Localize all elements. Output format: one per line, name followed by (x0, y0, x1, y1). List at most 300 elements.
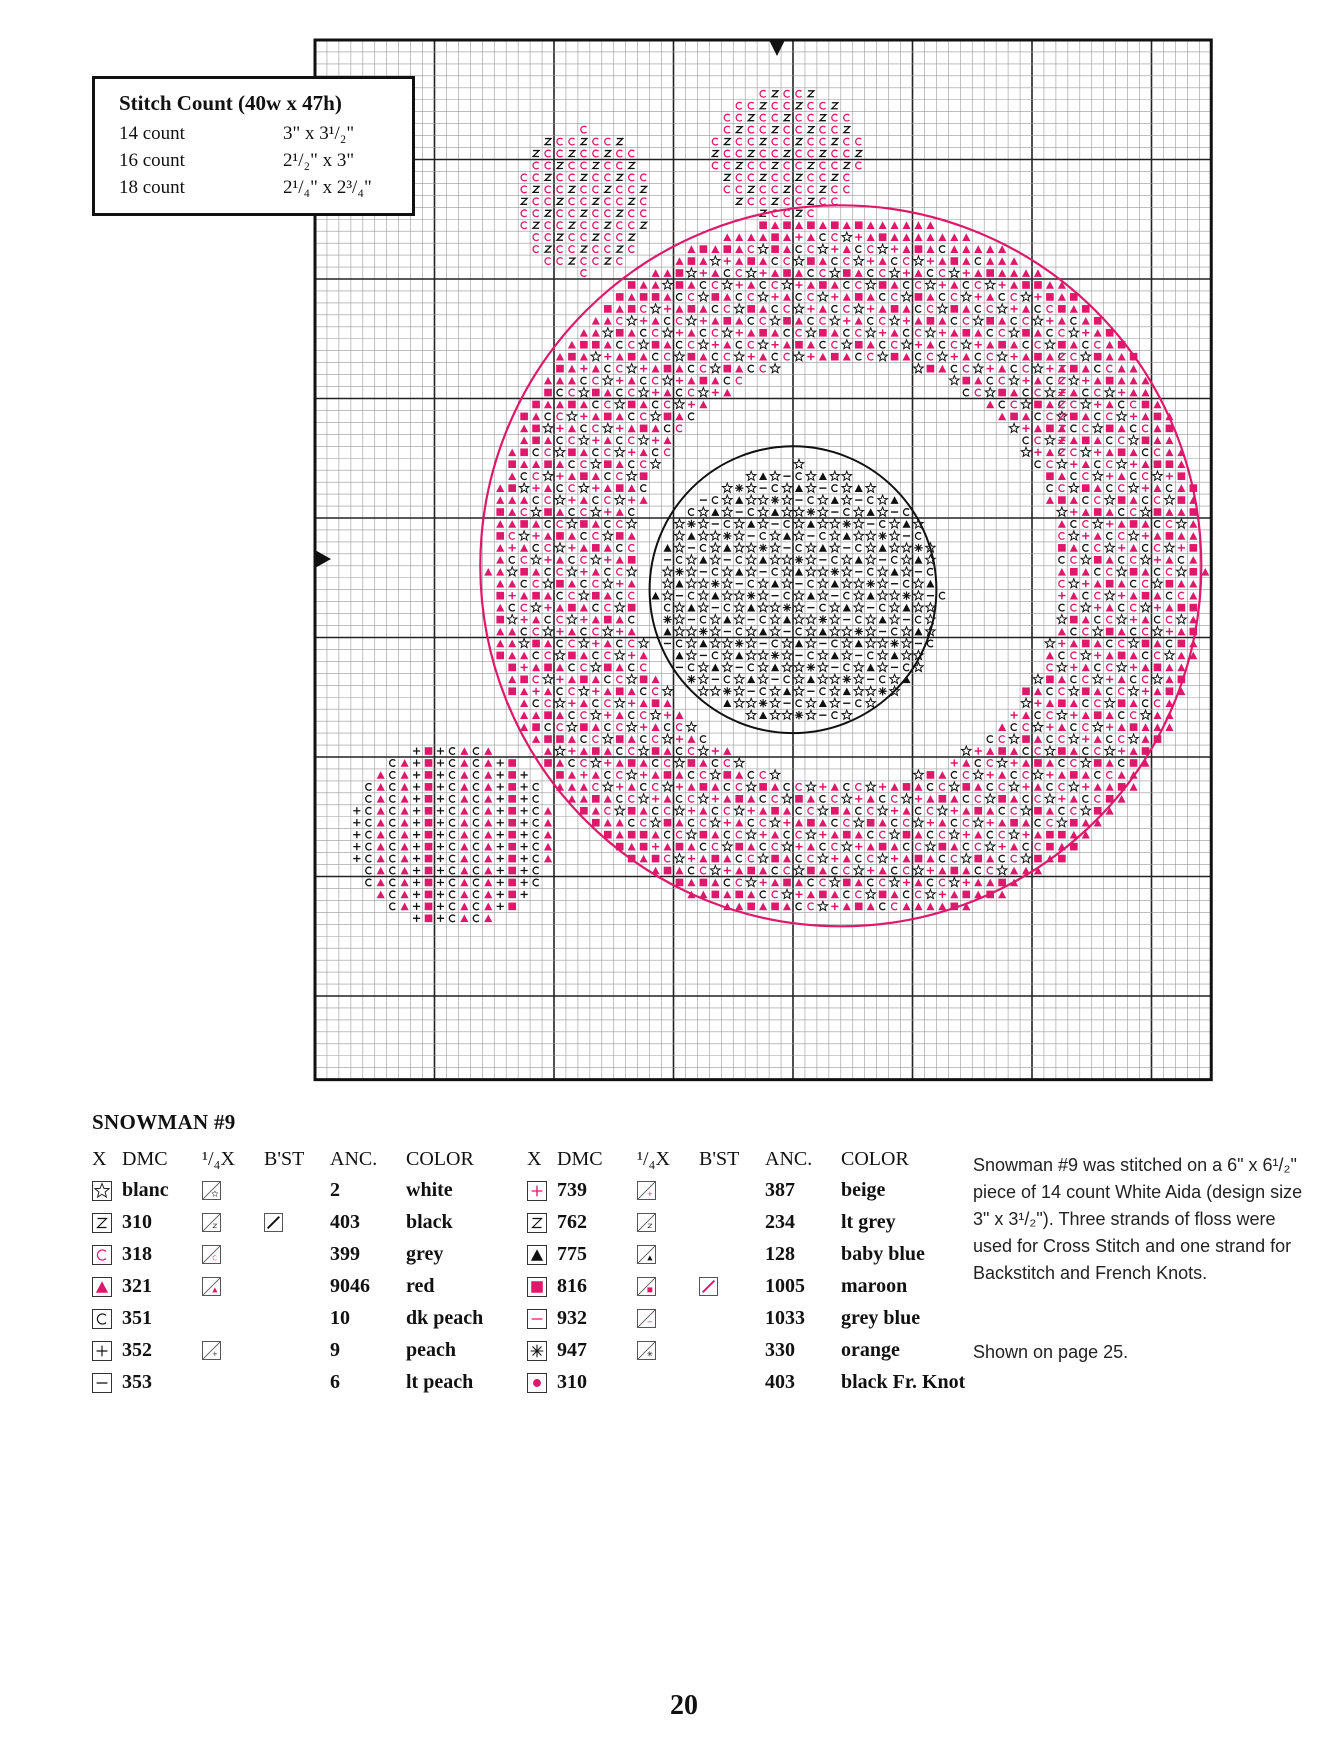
stitch-cell (473, 772, 479, 779)
stitch-cell (819, 544, 827, 552)
stitch-cell (568, 747, 575, 754)
stitch-cell (508, 484, 516, 492)
stitch-cell (831, 568, 839, 576)
stitch-cell (605, 222, 611, 228)
key-header (527, 1144, 991, 1174)
stitch-cell (521, 831, 528, 838)
stitch-cell (1142, 401, 1150, 409)
stitch-cell (735, 795, 743, 803)
stitch-cell (939, 270, 945, 277)
stitch-cell (902, 591, 910, 599)
stitch-cell (891, 496, 899, 504)
stitch-cell (652, 795, 659, 802)
stitch-cell (784, 329, 790, 336)
stitch-cell (1094, 580, 1102, 588)
stitch-cell (772, 138, 778, 145)
stitch-cell (377, 855, 385, 863)
stitch-cell (1095, 413, 1101, 420)
stitch-cell (557, 246, 563, 253)
stitch-cell (675, 627, 685, 636)
stitch-cell (927, 784, 933, 791)
stitch-cell (914, 603, 924, 612)
stitch-cell (997, 304, 1007, 313)
stitch-cell (748, 317, 754, 324)
dmc-number: blanc (122, 1178, 169, 1201)
stitch-cell (521, 604, 527, 611)
stitch-cell (903, 580, 909, 587)
stitch-cell (1010, 389, 1018, 397)
stitch-cell (902, 627, 912, 636)
stitch-cell (794, 256, 804, 265)
stitch-cell (818, 591, 828, 600)
stitch-cell (520, 544, 528, 552)
stitch-cell (628, 831, 636, 839)
stitch-cell (580, 676, 588, 684)
stitch-cell (1130, 568, 1138, 576)
stitch-cell (1071, 449, 1077, 456)
stitch-cell (963, 831, 970, 838)
stitch-cell (808, 162, 814, 168)
stitch-cell (699, 257, 707, 265)
stitch-cell (1153, 532, 1161, 540)
stitch-cell (1094, 783, 1102, 791)
stitch-cell (676, 748, 682, 755)
stitch-cell (951, 759, 958, 766)
stitch-cell (771, 245, 779, 253)
stitch-cell (401, 879, 409, 887)
stitch-cell (1106, 724, 1113, 731)
stitch-cell (760, 616, 766, 623)
stitching-note: Snowman #9 was stitched on a 6" x 6¹/₂" piece of 14 count White Aida (design size 3" x 3¹/₂"). Three strands of floss were used for Cross Stitch and one strand for Backstitch and French Knots. (973, 1155, 1303, 1283)
stitch-cell (939, 281, 946, 288)
stitch-cell (1177, 508, 1185, 516)
stitch-cell (579, 638, 589, 647)
stitch-cell (736, 831, 742, 838)
stitch-cell (663, 328, 673, 337)
stitch-cell (652, 437, 659, 444)
stitch-cell (1069, 483, 1079, 492)
stitch-cell (975, 282, 981, 289)
stitch-cell (807, 353, 814, 360)
stitch-cell (1130, 461, 1137, 468)
stitch-cell (569, 222, 575, 228)
stitch-cell (760, 891, 766, 898)
stitch-cell (605, 138, 611, 145)
stitch-cell (854, 507, 864, 516)
stitch-cell (736, 329, 743, 336)
stitch-cell (617, 162, 623, 169)
stitch-cell (724, 150, 730, 157)
stitch-cell (497, 867, 504, 874)
stitch-cell (639, 638, 649, 647)
stitch-cell (1022, 711, 1030, 719)
stitch-cell (1021, 447, 1031, 456)
stitch-count-row (119, 174, 412, 201)
stitch-cell (903, 664, 909, 671)
stitch-cell (1105, 591, 1115, 600)
stitch-cell (663, 293, 671, 301)
stitch-cell (963, 819, 969, 826)
stitch-cell (1154, 568, 1160, 575)
stitch-cell (987, 306, 993, 313)
stitch-cell (1046, 843, 1054, 851)
stitch-cell (1107, 437, 1113, 444)
stitch-cell (592, 485, 599, 492)
stitch-cell (556, 353, 564, 361)
stitch-cell (794, 674, 804, 683)
stitch-cell (1118, 365, 1126, 373)
stitch-cell (891, 233, 899, 241)
stitch-cell (842, 627, 852, 636)
stitch-cell (675, 771, 683, 779)
stitch-cell (914, 233, 922, 241)
stitch-cell (772, 174, 778, 181)
stitch-cell (629, 748, 635, 755)
stitch-cell (639, 435, 649, 444)
stitch-cell (782, 507, 792, 516)
stitch-cell (1047, 712, 1053, 719)
stitch-cell (605, 807, 611, 814)
stitch-cell (604, 460, 612, 468)
stitch-cell (604, 413, 612, 421)
stitch-cell (950, 329, 958, 337)
stitch-cell (531, 555, 541, 564)
stitch-cell (687, 268, 697, 277)
stitch-cell (819, 281, 827, 289)
stitch-cell (664, 724, 670, 731)
stitch-cell (973, 818, 983, 827)
stitch-cell (1058, 496, 1066, 504)
stitch-cell (460, 891, 468, 899)
stitch-cell (1070, 747, 1078, 755)
stitch-cell (653, 353, 659, 360)
stitch-cell (1117, 411, 1127, 420)
stitch-cell (460, 759, 468, 767)
stitch-cell (519, 483, 529, 492)
header-anc: ANC. (765, 1147, 813, 1170)
stitch-cell (592, 747, 600, 755)
stitch-cell (1153, 723, 1161, 731)
stitch-cell (867, 867, 874, 874)
stitch-cell (605, 568, 611, 575)
stitch-cell (830, 698, 840, 707)
stitch-cell (1083, 724, 1089, 731)
stitch-cell (878, 244, 888, 253)
stitch-cell (1058, 628, 1066, 636)
header-dmc: DMC (122, 1147, 168, 1170)
quarter-stitch-icon (202, 1211, 264, 1234)
stitch-cell (866, 280, 876, 289)
stitch-cell (497, 771, 504, 778)
stitch-cell (806, 830, 816, 839)
stitch-cell (1082, 783, 1089, 790)
stitch-cell (795, 891, 802, 898)
stitch-cell (1154, 616, 1160, 623)
stitch-cell (1010, 712, 1017, 719)
stitch-cell (652, 425, 660, 433)
stitch-cell (569, 210, 575, 217)
stitch-cell (1106, 628, 1114, 636)
stitch-cell (556, 711, 564, 719)
stitch-cell (1153, 592, 1161, 600)
stitch-cell (998, 389, 1006, 397)
stitch-cell (603, 376, 613, 385)
stitch-cell (688, 592, 694, 599)
stitch-cell (832, 712, 838, 719)
stitch-cell (772, 306, 778, 313)
stitch-cell (1058, 795, 1065, 802)
stitch-cell (760, 795, 766, 802)
stitch-cell (1154, 652, 1160, 659)
stitch-cell (508, 795, 516, 803)
stitch-cell (497, 759, 504, 766)
stitch-cell (1142, 473, 1148, 480)
stitch-cell (543, 471, 553, 480)
stitch-cell (640, 699, 648, 707)
stitch-cell (795, 819, 803, 827)
stitch-cell (724, 521, 730, 528)
color-name: peach (406, 1338, 456, 1361)
stitch-cell (639, 746, 649, 755)
stitch-cell (1071, 604, 1077, 611)
stitch-cell (676, 269, 684, 277)
stitch-cell (759, 711, 767, 719)
stitch-cell (699, 807, 707, 815)
stitch-cell (1071, 425, 1077, 432)
color-name: lt peach (406, 1370, 474, 1393)
stitch-cell (844, 329, 850, 336)
stitch-cell (854, 519, 864, 528)
stitch-cell (795, 879, 803, 887)
stitch-cell (545, 174, 551, 180)
stitch-cell (878, 591, 888, 600)
key-row-932 (527, 1302, 991, 1334)
stitch-cell (496, 556, 504, 564)
stitch-cell (963, 269, 970, 276)
stitch-cell (723, 795, 731, 803)
stitch-cell (796, 162, 802, 169)
stitch-cell (735, 771, 743, 779)
stitch-cell (520, 652, 528, 660)
stitch-cell (712, 151, 718, 157)
stitch-cell (1118, 377, 1126, 385)
stitch-cell (1070, 640, 1078, 648)
stitch-cell (723, 341, 731, 349)
stitch-cell (1057, 662, 1067, 671)
stitch-cell (1165, 676, 1173, 684)
stitch-cell (580, 795, 588, 803)
stitch-cell (1058, 293, 1066, 301)
stitch-cell (807, 520, 815, 528)
stitch-cell (795, 843, 802, 850)
stitch-cell (593, 628, 599, 635)
stitch-cell (975, 293, 982, 300)
stitch-cell (508, 508, 516, 516)
stitch-cell (879, 867, 887, 875)
stitch-cell (891, 305, 899, 313)
stitch-cell (842, 650, 852, 659)
stitch-cell (437, 843, 444, 850)
stitch-cell (831, 246, 838, 253)
stitch-cell (1154, 449, 1160, 456)
stitch-cell (688, 867, 694, 874)
stitch-cell (366, 855, 372, 862)
stitch-cell (868, 568, 874, 575)
quarter-stitch-icon (637, 1211, 699, 1234)
key-row-351 (92, 1302, 556, 1334)
stitch-cell (986, 293, 994, 301)
stitch-cell (939, 795, 947, 803)
stitch-cell (651, 710, 661, 719)
stitch-cell (1010, 867, 1018, 875)
dmc-number: 775 (557, 1242, 587, 1265)
stitch-cell (460, 915, 468, 923)
dmc-number: 310 (122, 1210, 152, 1233)
stitch-cell (1009, 734, 1019, 743)
stitch-cell (569, 712, 575, 719)
stitch-cell (759, 353, 767, 361)
stitch-cell (688, 795, 694, 802)
stitch-cell (771, 903, 779, 911)
stitch-cell (449, 807, 455, 814)
stitch-cell (796, 329, 802, 336)
stitch-cell (950, 830, 960, 839)
stitch-cell (1033, 316, 1043, 325)
stitch-cell (734, 304, 744, 313)
stitch-cell (651, 459, 661, 468)
stitch-cell (880, 317, 886, 324)
stitch-cell (1119, 604, 1125, 611)
quarter-stitch-icon (202, 1179, 264, 1202)
stitch-cell (1117, 615, 1127, 624)
stitch-cell (377, 795, 385, 803)
stitch-cell (759, 233, 767, 241)
dmc-number: 318 (122, 1242, 152, 1265)
header-x: X (527, 1147, 542, 1170)
stitch-cell (747, 891, 755, 899)
stitch-cell (782, 889, 792, 898)
stitch-cell (676, 317, 682, 324)
stitch-cell (1047, 306, 1053, 313)
stitch-cell (617, 341, 623, 348)
stitch-cell (782, 710, 792, 719)
stitch-cell (998, 747, 1006, 755)
stitch-cell (1141, 568, 1149, 576)
stitch-cell (460, 903, 468, 911)
stitch-cell (377, 843, 385, 851)
stitch-cell (856, 246, 862, 253)
stitch-cell (1154, 556, 1161, 563)
stitch-cell (892, 867, 898, 874)
stitch-cell (1046, 353, 1054, 361)
stitch-cell (580, 723, 588, 731)
stitch-cell (711, 508, 719, 516)
stitch-cell (771, 233, 779, 241)
stitch-cell (1166, 592, 1172, 599)
stitch-cell (915, 293, 923, 301)
stitch-cell (820, 533, 826, 540)
stitch-cell (545, 222, 551, 229)
stitch-cell (868, 652, 874, 659)
stitch-cell (760, 843, 766, 850)
stitch-cell (914, 269, 922, 277)
stitch-cell (413, 795, 420, 802)
stitch-cell (796, 139, 802, 145)
stitch-cell (962, 854, 972, 863)
stitch-cell (986, 317, 994, 325)
stitch-cell (579, 591, 589, 600)
stitch-cell (987, 760, 993, 767)
stitch-cell (1105, 543, 1115, 552)
stitch-cell (784, 162, 790, 169)
stitch-cell (736, 102, 742, 109)
stitch-cell (699, 662, 709, 671)
stitch-cell (700, 772, 706, 779)
stitch-cell (366, 819, 372, 826)
stitch-cell (425, 759, 433, 767)
stitch-cell (962, 233, 970, 241)
stitch-cell (927, 831, 933, 838)
stitch-cell (1010, 257, 1018, 265)
stitch-cell (580, 448, 588, 456)
stitch-cell (902, 543, 912, 552)
stitch-cell (711, 317, 719, 325)
stitch-cell (639, 794, 649, 803)
stitch-cell (629, 234, 635, 240)
stitch-cell (1058, 568, 1066, 576)
stitch-cell (556, 508, 564, 516)
stitch-cell (760, 186, 766, 193)
stitch-cell (938, 317, 946, 325)
stitch-cell (628, 281, 636, 289)
stitch-cell (545, 186, 551, 193)
stitch-cell (1034, 700, 1041, 707)
stitch-cell (712, 162, 718, 169)
stitch-cell (652, 771, 660, 779)
stitch-cell (1094, 687, 1102, 695)
stitch-cell (1059, 760, 1065, 767)
stitch-cell (1119, 509, 1125, 516)
stitch-cell (830, 543, 840, 552)
stitch-cell (1130, 652, 1138, 660)
stitch-cell (820, 879, 826, 886)
stitch-cell (1059, 784, 1065, 791)
stitch-cell (664, 712, 671, 719)
stitch-cell (544, 484, 552, 492)
stitch-cell (1069, 579, 1079, 588)
stitch-cell (1107, 485, 1113, 492)
stitch-cell (844, 306, 850, 313)
stitch-cell (1058, 723, 1066, 731)
stitch-cell (533, 210, 539, 217)
stitch-cell (699, 531, 709, 540)
stitch-cell (759, 305, 767, 313)
stitch-cell (782, 842, 792, 851)
stitch-cell (962, 257, 970, 265)
stitch-cell (675, 854, 685, 863)
stitch-cell (878, 352, 888, 361)
stitch-cell (1106, 711, 1114, 719)
stitch-cell (758, 244, 768, 253)
stitch-cell (652, 747, 660, 755)
stitch-cell (1059, 556, 1065, 563)
stitch-cell (784, 186, 790, 192)
stitch-cell (1154, 700, 1160, 707)
stitch-cell (1177, 460, 1185, 468)
backstitch-icon (264, 1211, 330, 1234)
stitch-cell (556, 771, 564, 779)
stitch-cell (796, 855, 802, 862)
